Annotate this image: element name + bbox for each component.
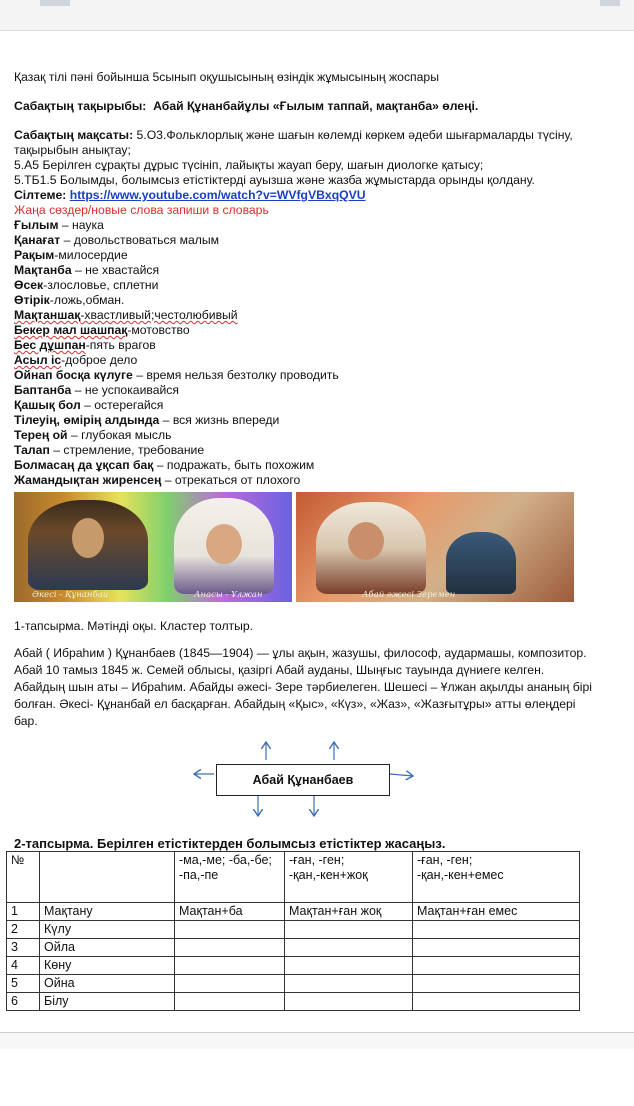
cell: 6 [7,993,40,1011]
cell: Ойна [40,975,175,993]
vocab-item [14,443,614,458]
header-cell: -ған, -ген; -қан,-кен+жоқ [285,852,413,903]
parents-portrait-image [14,492,292,602]
vocab-def: -мотовство [127,323,190,337]
vocab-def: -хвастливый;честолюбивый [80,308,238,322]
vocab-def: -злословье, сплетни [43,278,159,292]
mother-face [206,524,242,564]
top-toolbar [0,0,634,31]
vocab-def: -ложь,обман. [49,293,125,307]
cell[interactable] [413,939,580,957]
table-row [7,993,580,1011]
arrow-right [390,774,413,776]
link-line [14,188,614,203]
vocab-term: Терең ой [14,428,68,442]
vocab-item [14,473,614,488]
goals-line3: 5.ТБ1.5 Болымды, болымсыз етістіктерді ауызша және жазба жұмыстарда орынды қолдану. [14,173,535,187]
link-label: Сілтеме: [14,188,67,202]
topic-label: Сабақтың тақырыбы: [14,99,147,113]
cell[interactable] [175,921,285,939]
vocab-item [14,308,614,323]
cell[interactable] [285,921,413,939]
vocab-term: Асыл іс [14,353,62,367]
vocab-def: – стремление, требование [49,443,205,457]
toolbar-segment [40,0,70,6]
child-figure [446,532,516,594]
cell[interactable]: Мақтан+ба [175,903,285,921]
table-row [7,957,580,975]
cell: 3 [7,939,40,957]
cell[interactable]: Мақтан+ған емес [413,903,580,921]
cluster-center-box: Абай Құнанбаев [216,764,390,796]
cell[interactable] [285,975,413,993]
cell[interactable] [413,993,580,1011]
task2-title: 2-тапсырма. Берілген етістіктерден болымсыз етістіктер жасаңыз. [14,836,446,851]
vocab-def: – не хвастайся [71,263,160,277]
cell: Білу [40,993,175,1011]
vocab-def: – наука [58,218,104,232]
vocab-list [14,218,614,488]
vocab-term: Жамандықтан жиренсең [14,473,162,487]
vocab-item [14,368,614,383]
vocab-item [14,338,614,353]
vocab-def: -доброе дело [61,353,138,367]
cell[interactable] [175,939,285,957]
cell: 1 [7,903,40,921]
table-row [7,903,580,921]
header-cell: -ма,-ме; -ба,-бе; -па,-пе [175,852,285,903]
vocab-def: – не успокаивайся [71,383,180,397]
vocab-term: Мақтанба [14,263,72,277]
vocab-term: Болмасаң да ұқсап бақ [14,458,154,472]
vocab-term: Мақтаншақ [14,308,81,322]
vocab-term: Қашық бол [14,398,81,412]
cell[interactable] [175,957,285,975]
header-cell [40,852,175,903]
vocab-term: Өтірік [14,293,50,307]
vocab-def: – вся жизнь впереди [159,413,280,427]
goals-text1: 5.О3.Фольклорлық және шағын көлемді көркем әдеби шығармаларды түсіну, тақырыбын анықтау; [14,128,573,157]
vocab-def: – остерегайся [80,398,164,412]
cell[interactable] [285,993,413,1011]
toolbar-segment [600,0,620,6]
cell[interactable] [175,993,285,1011]
table-header-row [7,852,580,903]
document-page [14,70,614,488]
cell: Ойла [40,939,175,957]
cell[interactable] [413,921,580,939]
cell[interactable]: Мақтан+ған жоқ [285,903,413,921]
cell[interactable] [413,957,580,975]
cell: 2 [7,921,40,939]
table-row [7,921,580,939]
cell[interactable] [175,975,285,993]
caption-father: Әкесі - Құнанбай [32,590,109,600]
vocab-def: -милосердие [54,248,128,262]
vocab-item [14,353,614,368]
new-words-note: Жаңа сөздер/новые слова запиши в словарь [14,203,269,217]
vocab-term: Баптанба [14,383,72,397]
vocab-item [14,218,614,233]
topic-value: Абай Құнанбайұлы «Ғылым таппай, мақтанба» өлеңі. [153,99,479,113]
grandmother-face [348,522,384,560]
goals-line2: 5.А5 Берілген сұрақты дұрыс түсініп, лайықты жауап беру, шағын диологке қатысу; [14,158,484,172]
task1-title: 1-тапсырма. Мәтінді оқы. Кластер толтыр. [14,619,254,633]
cell: Күлу [40,921,175,939]
vocab-def: – отрекаться от плохого [161,473,301,487]
verbs-table [6,851,580,1011]
task1-section [14,618,594,740]
father-face [72,518,104,558]
cell: 4 [7,957,40,975]
vocab-term: Бекер мал шашпақ [14,323,128,337]
vocab-def: – время нельзя безтолку проводить [132,368,339,382]
header-cell: -ған, -ген; -қан,-кен+емес [413,852,580,903]
vocab-def: – довольствоваться малым [60,233,219,247]
cell[interactable] [413,975,580,993]
cell[interactable] [285,957,413,975]
caption-grandmother: Абай әжесі Зеремен [362,590,456,600]
vocab-item [14,428,614,443]
vocab-term: Бес дұшпан [14,338,86,352]
document-header: Қазақ тілі пәні бойынша 5сынып оқушысының өзіндік жұмысының жоспары [14,70,439,84]
cell[interactable] [285,939,413,957]
vocab-item [14,263,614,278]
vocab-item [14,323,614,338]
vocab-item [14,413,614,428]
vocab-item [14,248,614,263]
goals-line1 [14,128,614,158]
vocab-item [14,233,614,248]
header-cell: № [7,852,40,903]
grandmother-portrait-image [296,492,574,602]
vocab-term: Ойнап босқа күлуге [14,368,133,382]
lesson-topic [14,99,614,114]
youtube-link[interactable]: https://www.youtube.com/watch?v=WVfgVBxqQVU [69,188,366,202]
vocab-item [14,398,614,413]
vocab-term: Рақым [14,248,55,262]
vocab-term: Ғылым [14,218,59,232]
vocab-def: – подражать, быть похожим [153,458,315,472]
cell: Көну [40,957,175,975]
vocab-term: Тілеуің, өмірің алдында [14,413,160,427]
cell: 5 [7,975,40,993]
caption-mother: Анасы - Ұлжан [194,590,263,600]
vocab-item [14,458,614,473]
vocab-term: Талап [14,443,50,457]
vocab-item [14,383,614,398]
goals-label: Сабақтың мақсаты: [14,128,134,142]
bottom-page-edge [0,1032,634,1049]
vocab-term: Қанағат [14,233,61,247]
task1-text: Абай ( Ибраһим ) Құнанбаев (1845—1904) — ұлы ақын, жазушы, философ, аудармашы, композитор. Абай 10 тамыз 1845 ж. Семей облысы, қазіргі Абай ауданы, Шыңғыс тауында дүниеге келген. Абайдың шын аты – Ибраһим. Абайды әжесі- Зере тәрбиелеген. Шешесі – Ұлжан ақылды ананың бірі болған. Әкесі- Құнанбай ел басқарған. Абайдың «Қыс», «Күз», «Жаз», «Жазғытұры» атты өлеңдері бар. [14,646,592,728]
vocab-term: Өсек [14,278,44,292]
vocab-item [14,278,614,293]
vocab-item [14,293,614,308]
table-row [7,939,580,957]
cell: Мақтану [40,903,175,921]
vocab-def: – глубокая мысль [67,428,172,442]
table-row [7,975,580,993]
illustrations [14,492,574,602]
vocab-def: -пять врагов [85,338,156,352]
